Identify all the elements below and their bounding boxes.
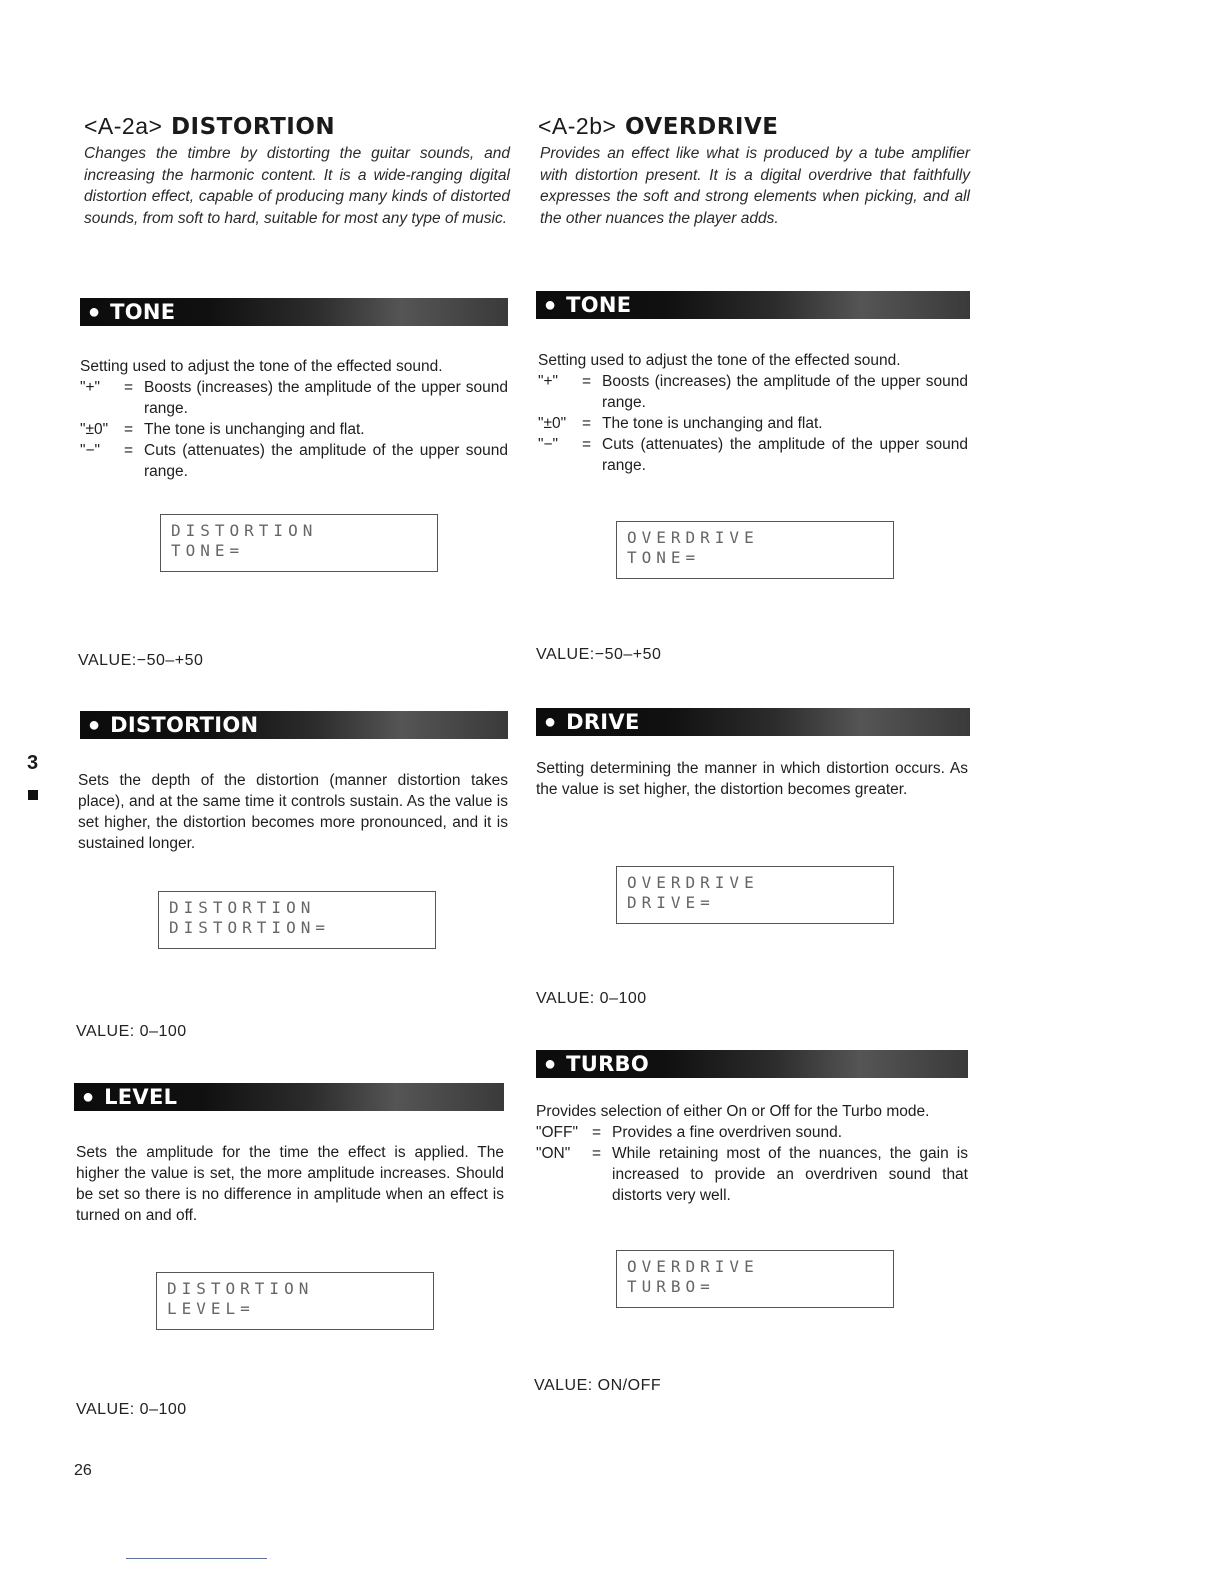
param-bar-tone	[536, 291, 970, 319]
param-bar-tone	[80, 298, 508, 326]
lcd-line-2: TONE=	[627, 548, 701, 567]
lcd-line-1: OVERDRIVE	[627, 528, 759, 547]
chapter-mark: 3	[27, 752, 39, 774]
lcd-line-2: DISTORTION=	[169, 918, 330, 937]
param-lead: Provides selection of either On or Off for the Turbo mode.	[536, 1103, 930, 1120]
param-description-turbo	[536, 1101, 968, 1206]
param-lead: Setting used to adjust the tone of the effected sound.	[538, 352, 901, 369]
param-title: DISTORTION	[110, 713, 259, 737]
param-description-tone	[538, 350, 968, 476]
lcd-display-tone	[616, 521, 894, 579]
value-range-drive: VALUE: 0–100	[536, 990, 647, 1007]
definition-item: "+" = Boosts (increases) the amplitude of the upper sound range.	[80, 379, 508, 417]
bullet-icon: ●	[544, 294, 557, 316]
param-bar-drive	[536, 708, 970, 736]
param-title: DRIVE	[566, 710, 640, 734]
lcd-line-1: OVERDRIVE	[627, 873, 759, 892]
section-code: <A-2a>	[84, 113, 163, 139]
lcd-line-1: DISTORTION	[167, 1279, 314, 1298]
param-description-tone	[80, 356, 508, 482]
param-description-distortion: Sets the depth of the distortion (manner distortion takes place), and at the same time it controls sustain. As the value is set higher, the distortion becomes more pronounced, and it is sustained longer.	[78, 772, 508, 852]
definition-item: "OFF" = Provides a fine overdriven sound.	[536, 1124, 843, 1141]
section-heading-overdrive	[538, 113, 779, 140]
value-range-level: VALUE: 0–100	[76, 1401, 187, 1418]
param-bar-distortion	[80, 711, 508, 739]
param-title: LEVEL	[104, 1085, 178, 1109]
bullet-icon: ●	[88, 301, 101, 323]
lcd-line-1: DISTORTION	[171, 521, 318, 540]
definition-item: "−" = Cuts (attenuates) the amplitude of the upper sound range.	[538, 436, 968, 474]
footer-rule	[126, 1558, 267, 1559]
page-number: 26	[74, 1462, 92, 1479]
lcd-display-drive	[616, 866, 894, 924]
lcd-line-2: LEVEL=	[167, 1299, 255, 1318]
section-title: DISTORTION	[170, 114, 336, 140]
definition-item: "−" = Cuts (attenuates) the amplitude of the upper sound range.	[80, 442, 508, 480]
param-title: TURBO	[566, 1052, 649, 1076]
lcd-line-2: DRIVE=	[627, 893, 715, 912]
section-title: OVERDRIVE	[624, 114, 779, 140]
chapter-square-icon	[28, 790, 38, 800]
value-range-distortion: VALUE: 0–100	[76, 1023, 187, 1040]
bullet-icon: ●	[88, 714, 101, 736]
value-range-turbo: VALUE: ON/OFF	[534, 1377, 662, 1394]
section-code: <A-2b>	[538, 113, 617, 139]
lcd-line-1: DISTORTION	[169, 898, 316, 917]
definition-item: "±0" = The tone is unchanging and flat.	[538, 415, 823, 432]
lcd-line-2: TONE=	[171, 541, 245, 560]
definition-item: "±0" = The tone is unchanging and flat.	[80, 421, 365, 438]
definition-item: "+" = Boosts (increases) the amplitude of the upper sound range.	[538, 373, 968, 411]
lcd-display-turbo	[616, 1250, 894, 1308]
value-range-tone: VALUE:−50–+50	[536, 646, 662, 663]
section-intro: Changes the timbre by distorting the guitar sounds, and increasing the harmonic content. It is a wide-ranging digital distortion effect, capable of producing many kinds of distorted sounds, from soft to hard, suitable for most any type of music.	[84, 145, 510, 227]
lcd-display-tone	[160, 514, 438, 572]
bullet-icon: ●	[544, 711, 557, 733]
section-intro: Provides an effect like what is produced by a tube amplifier with distortion present. It is a digital overdrive that faithfully expresses the soft and strong elements when picking, and all the other nuances the player adds.	[540, 145, 970, 227]
param-title: TONE	[566, 293, 632, 317]
section-heading-distortion	[84, 113, 335, 140]
lcd-line-1: OVERDRIVE	[627, 1257, 759, 1276]
bullet-icon: ●	[544, 1053, 557, 1075]
value-range-tone: VALUE:−50–+50	[78, 652, 204, 669]
bullet-icon: ●	[82, 1086, 95, 1108]
param-description-level: Sets the amplitude for the time the effect is applied. The higher the value is set, the more amplitude increases. Should be set so there is no difference in amplitude when an effect is turned on and off.	[76, 1144, 504, 1224]
param-title: TONE	[110, 300, 176, 324]
param-bar-turbo	[536, 1050, 968, 1078]
lcd-display-level	[156, 1272, 434, 1330]
definition-item: "ON" = While retaining most of the nuances, the gain is increased to provide an overdriven sound that distorts very well.	[536, 1145, 968, 1204]
lcd-line-2: TURBO=	[627, 1277, 715, 1296]
param-bar-level	[74, 1083, 504, 1111]
lcd-display-distortion	[158, 891, 436, 949]
param-description-drive: Setting determining the manner in which distortion occurs. As the value is set higher, the distortion becomes greater.	[536, 760, 968, 798]
param-lead: Setting used to adjust the tone of the effected sound.	[80, 358, 443, 375]
